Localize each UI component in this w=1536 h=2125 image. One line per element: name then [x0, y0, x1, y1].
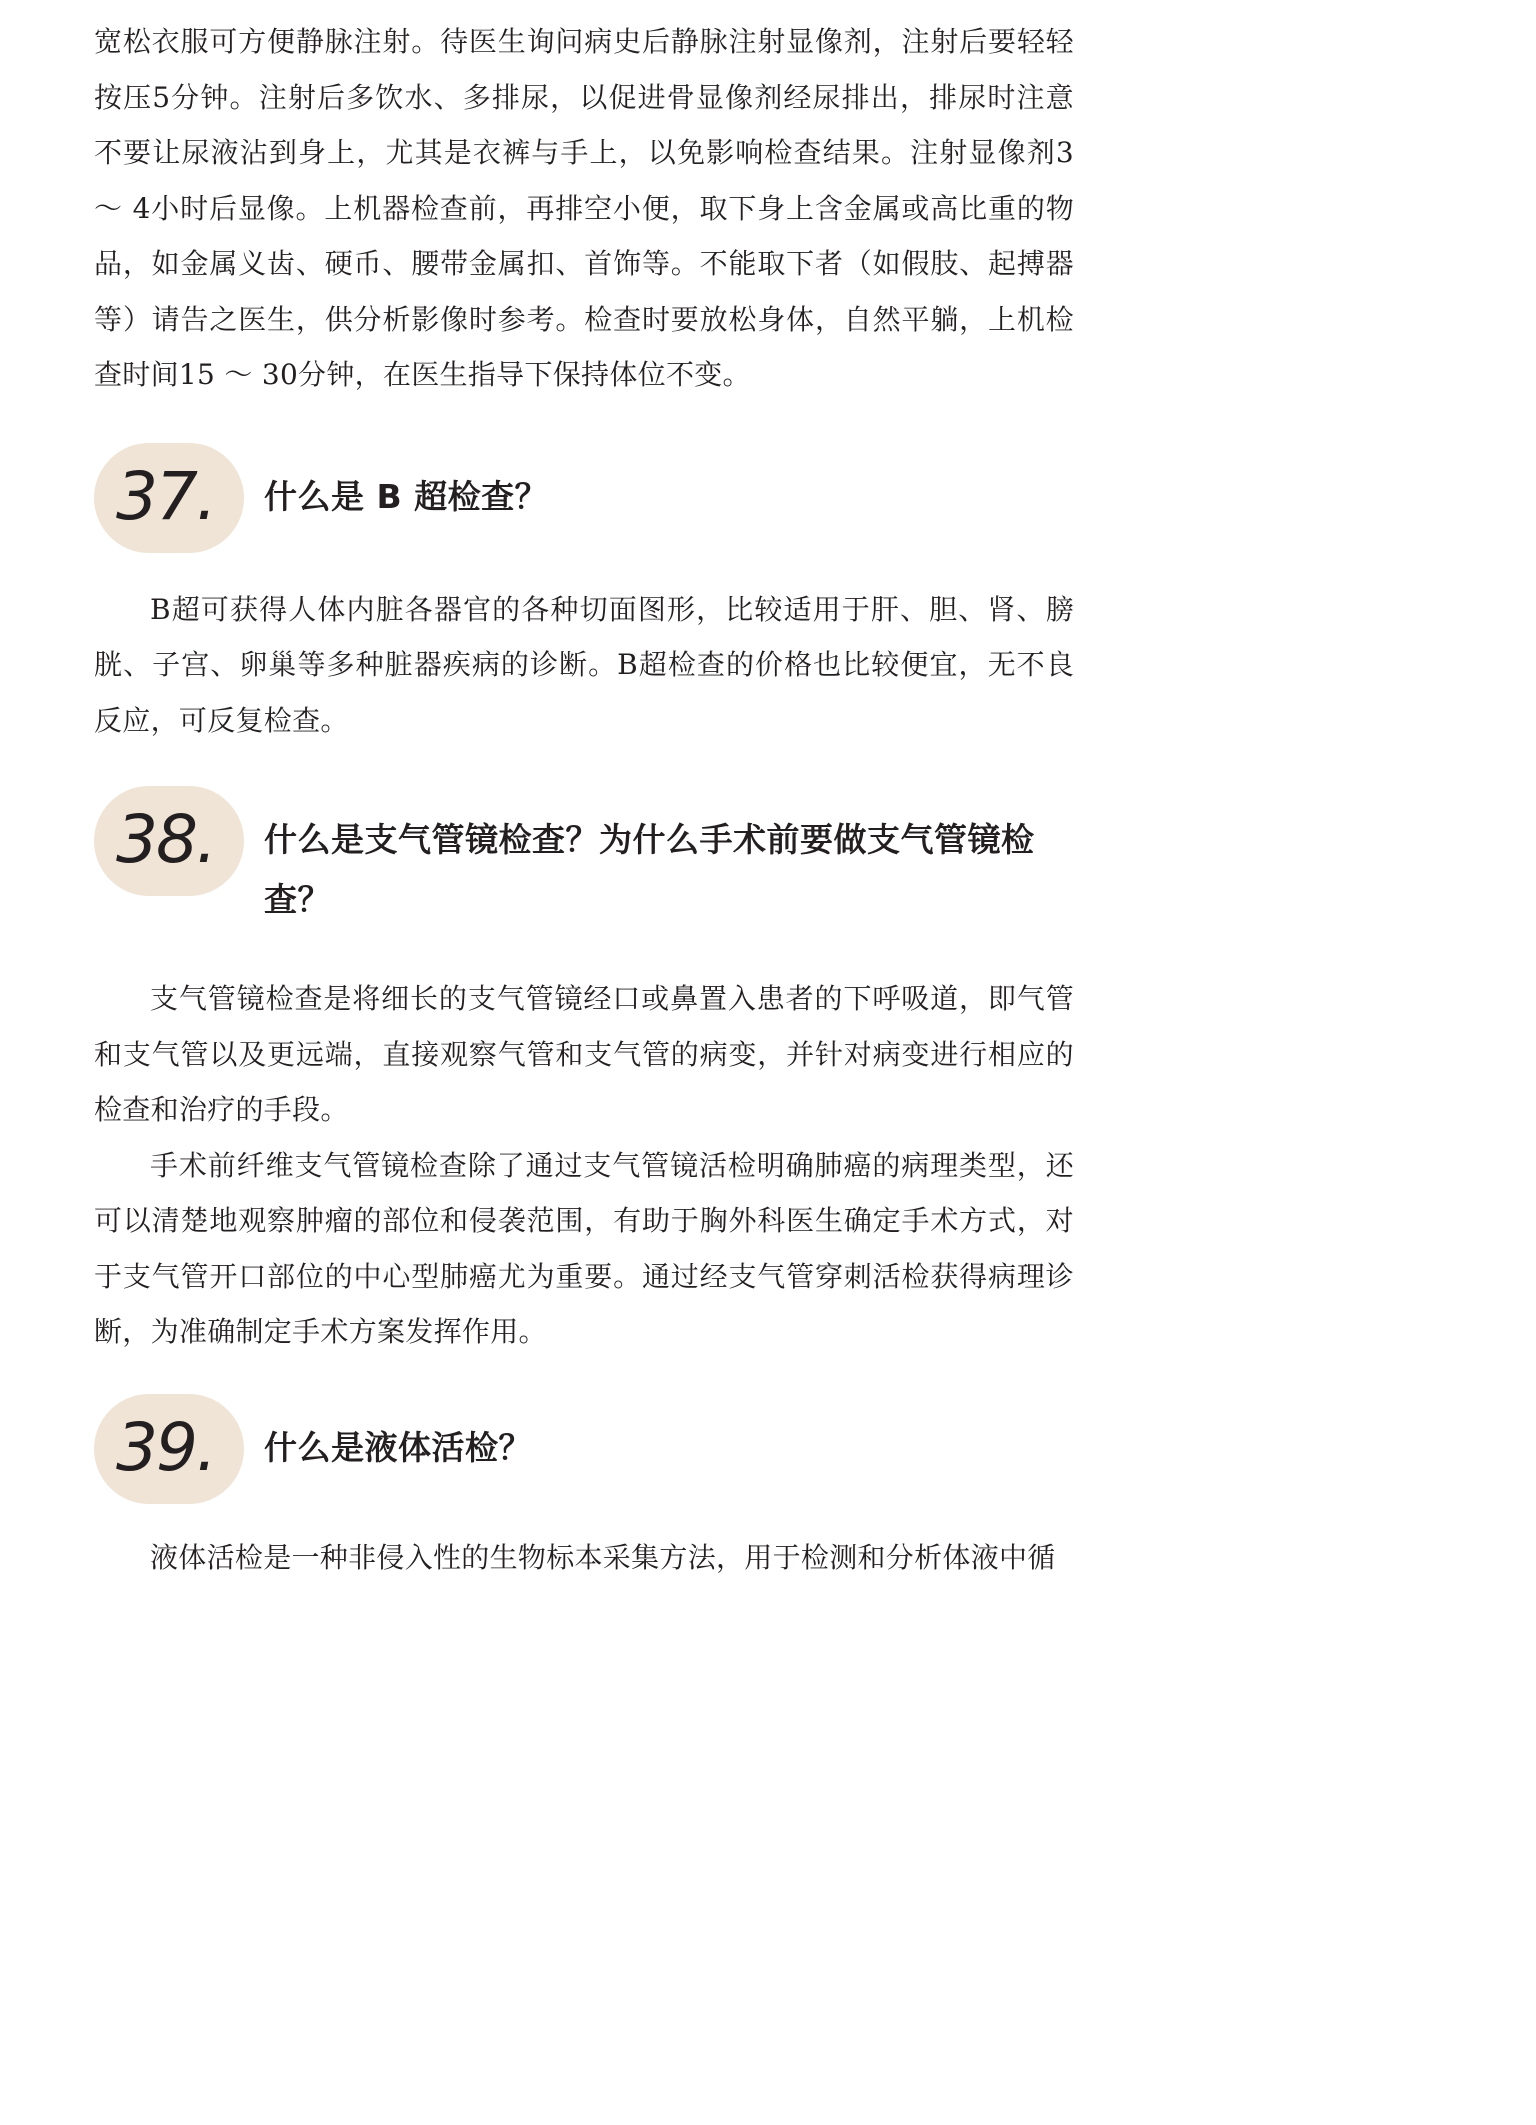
answer-paragraph: 支气管镜检查是将细长的支气管镜经口或鼻置入患者的下呼吸道，即气管和支气管以及更远端，直接观察气管和支气管的病变，并针对病变进行相应的检查和治疗的手段。	[94, 982, 1074, 1126]
intro-paragraph: 宽松衣服可方便静脉注射。待医生询问病史后静脉注射显像剂，注射后要轻轻按压5分钟。注射后多饮水、多排尿，以促进骨显像剂经尿排出，排尿时注意不要让尿液沾到身上，尤其是衣裤与手上，以免影响检查结果。注射显像剂3 ～ 4小时后显像。上机器检查前，再排空小便，取下身上含金属或高比重的物品，如金属义齿、硬币、腰带金属扣、首饰等。不能取下者（如假肢、起搏器等）请告之医生，供分析影像时参考。检查时要放松身体，自然平躺，上机检查时间15 ～ 30分钟，在医生指导下保持体位不变。	[94, 25, 1074, 391]
section-number: 38.	[116, 801, 215, 878]
section-number: 37.	[116, 457, 215, 535]
document-page	[94, 14, 1074, 1585]
question-title: 什么是液体活检？	[264, 1427, 532, 1467]
answer-paragraph: 手术前纤维支气管镜检查除了通过支气管镜活检明确肺癌的病理类型，还可以清楚地观察肿瘤的部位和侵袭范围，有助于胸外科医生确定手术方式，对于支气管开口部位的中心型肺癌尤为重要。通过经支气管穿刺活检获得病理诊断，为准确制定手术方案发挥作用。	[94, 1148, 1074, 1348]
answer-paragraph: B超可获得人体内脏各器官的各种切面图形，比较适用于肝、胆、肾、膀胱、子宫、卵巢等多种脏器疾病的诊断。B超检查的价格也比较便宜，无不良反应，可反复检查。	[94, 592, 1074, 737]
section-37-heading	[94, 443, 1074, 553]
section-number: 39.	[116, 1408, 215, 1486]
answer-paragraph: 液体活检是一种非侵入性的生物标本采集方法，用于检测和分析体液中循	[150, 1540, 1056, 1574]
section-38-heading	[94, 786, 1074, 936]
question-title: 什么是支气管镜检查？为什么手术前要做支气管镜检查？	[264, 820, 1035, 919]
question-title: 什么是 B 超检查？	[264, 476, 549, 516]
section-39-heading	[94, 1394, 1074, 1504]
